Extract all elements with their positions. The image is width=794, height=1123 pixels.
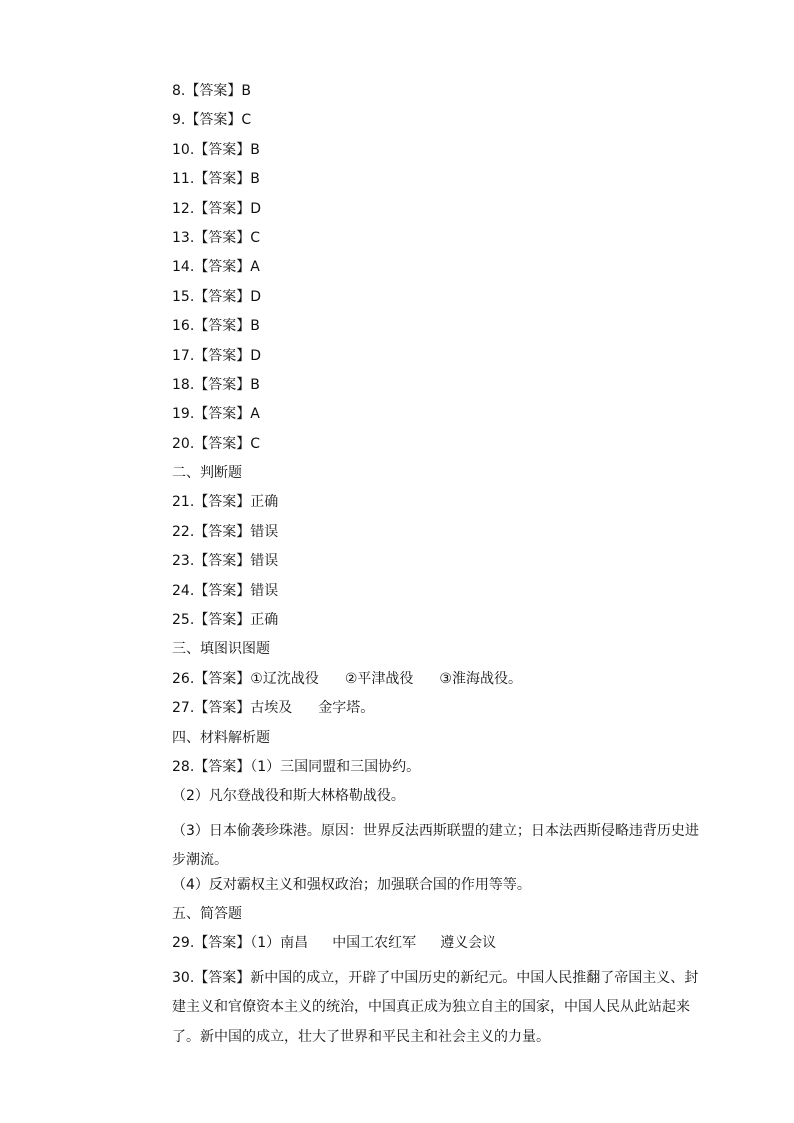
answer-num: 8. <box>172 83 186 99</box>
answer-30 <box>172 964 712 1052</box>
answer-num: 13. <box>172 229 195 246</box>
answer-num: 15. <box>172 288 195 305</box>
answer-value: B <box>250 376 260 393</box>
answer-tag: 【答案】 <box>194 141 251 158</box>
answer-part-1: 古埃及 <box>250 700 293 717</box>
answer-num: 25. <box>172 612 195 629</box>
answer-tag: 【答案】 <box>194 318 251 335</box>
answer-value: 正确 <box>250 612 279 629</box>
section-title-judgement: 二、判断题 <box>172 465 242 482</box>
answer-tag: 【答案】 <box>185 83 242 99</box>
answer-28 <box>172 758 712 787</box>
mc-answer-row <box>172 347 712 376</box>
answer-value: D <box>250 347 262 364</box>
answer-value: C <box>250 229 261 246</box>
true-false-answers <box>172 493 712 640</box>
answer-part-1: （1）三国同盟和三国协约。 <box>250 758 421 775</box>
multiple-choice-answers <box>172 82 712 464</box>
answer-num: 20. <box>172 435 195 452</box>
answer-28-part-3: （3）日本偷袭珍珠港。原因：世界反法西斯联盟的建立；日本法西斯侵略违背历史进步潮流。 <box>172 822 699 869</box>
answer-num: 22. <box>172 523 195 540</box>
answer-value: 错误 <box>250 582 279 599</box>
answer-tag: 【答案】 <box>194 582 251 599</box>
tf-answer-row <box>172 493 712 522</box>
answer-tag: 【答案】 <box>194 935 251 952</box>
answer-value: C <box>241 112 252 129</box>
mc-answer-row <box>172 229 712 258</box>
answer-num: 16. <box>172 318 195 335</box>
answer-28-part-4: （4）反对霸权主义和强权政治；加强联合国的作用等等。 <box>172 876 531 893</box>
answer-tag: 【答案】 <box>194 700 251 717</box>
answer-value: B <box>241 83 251 99</box>
answer-part-3: 遵义会议 <box>440 935 497 952</box>
answer-num: 18. <box>172 376 195 393</box>
answer-num: 21. <box>172 494 195 511</box>
answer-value: B <box>250 318 260 335</box>
mc-answer-row <box>172 288 712 317</box>
tf-answer-row <box>172 552 712 581</box>
answer-num: 14. <box>172 259 195 276</box>
mc-answer-row <box>172 317 712 346</box>
mc-answer-row <box>172 376 712 405</box>
answer-number: 28. <box>172 758 195 775</box>
answer-key <box>172 82 712 1052</box>
answer-value: A <box>250 406 260 423</box>
answer-tag: 【答案】 <box>194 200 251 217</box>
answer-value: 正确 <box>250 494 279 511</box>
answer-text: 新中国的成立，开辟了中国历史的新纪元。中国人民推翻了帝国主义、封建主义和官僚资本主义的统治，中国真正成为独立自主的国家，中国人民从此站起来了。新中国的成立，壮大了世界和平民主和社会主义的力量。 <box>172 969 699 1045</box>
answer-tag: 【答案】 <box>194 523 251 540</box>
answer-26 <box>172 670 712 699</box>
answer-num: 19. <box>172 406 195 423</box>
mc-answer-row <box>172 435 712 464</box>
answer-part-1: （1）南昌 <box>250 935 309 952</box>
answer-number: 30. <box>172 969 195 986</box>
answer-number: 29. <box>172 935 195 952</box>
answer-number: 27. <box>172 700 195 717</box>
section-title-map: 三、填图识图题 <box>172 641 270 658</box>
answer-num: 9. <box>172 112 186 129</box>
answer-tag: 【答案】 <box>194 376 251 393</box>
answer-num: 23. <box>172 553 195 570</box>
answer-number: 26. <box>172 670 195 687</box>
answer-tag: 【答案】 <box>194 229 251 246</box>
answer-part-2: 中国工农红军 <box>332 935 417 952</box>
answer-num: 17. <box>172 347 195 364</box>
tf-answer-row <box>172 582 712 611</box>
answer-tag: 【答案】 <box>194 406 251 423</box>
answer-value: D <box>250 288 262 305</box>
answer-tag: 【答案】 <box>194 969 251 986</box>
answer-tag: 【答案】 <box>194 494 251 511</box>
mc-answer-row <box>172 405 712 434</box>
mc-answer-row <box>172 170 712 199</box>
answer-27 <box>172 699 712 728</box>
answer-value: 错误 <box>250 523 279 540</box>
answer-tag: 【答案】 <box>194 288 251 305</box>
answer-part-2: 金字塔。 <box>318 700 375 717</box>
answer-num: 12. <box>172 200 195 217</box>
answer-value: A <box>250 259 260 276</box>
tf-answer-row <box>172 611 712 640</box>
answer-value: D <box>250 200 262 217</box>
answer-part-3: ③淮海战役。 <box>439 670 522 687</box>
answer-num: 10. <box>172 141 195 158</box>
answer-tag: 【答案】 <box>194 670 251 687</box>
mc-answer-row <box>172 141 712 170</box>
section-title-short-answer: 五、简答题 <box>172 905 242 922</box>
answer-value: 错误 <box>250 553 279 570</box>
answer-28-part-2: （2）凡尔登战役和斯大林格勒战役。 <box>172 788 405 805</box>
answer-tag: 【答案】 <box>194 259 251 276</box>
answer-part-1: ①辽沈战役 <box>250 670 319 687</box>
answer-tag: 【答案】 <box>194 435 251 452</box>
answer-tag: 【答案】 <box>194 171 251 188</box>
section-title-material: 四、材料解析题 <box>172 729 270 746</box>
answer-value: C <box>250 435 261 452</box>
answer-tag: 【答案】 <box>194 758 251 775</box>
answer-value: B <box>250 141 260 158</box>
answer-tag: 【答案】 <box>185 112 242 129</box>
tf-answer-row <box>172 523 712 552</box>
answer-num: 24. <box>172 582 195 599</box>
mc-answer-row <box>172 200 712 229</box>
mc-answer-row <box>172 111 712 140</box>
answer-29 <box>172 934 712 963</box>
mc-answer-row <box>172 82 712 111</box>
answer-num: 11. <box>172 171 195 188</box>
answer-tag: 【答案】 <box>194 347 251 364</box>
answer-tag: 【答案】 <box>194 553 251 570</box>
mc-answer-row <box>172 258 712 287</box>
answer-part-2: ②平津战役 <box>344 670 414 687</box>
answer-value: B <box>250 171 260 188</box>
answer-tag: 【答案】 <box>194 612 251 629</box>
